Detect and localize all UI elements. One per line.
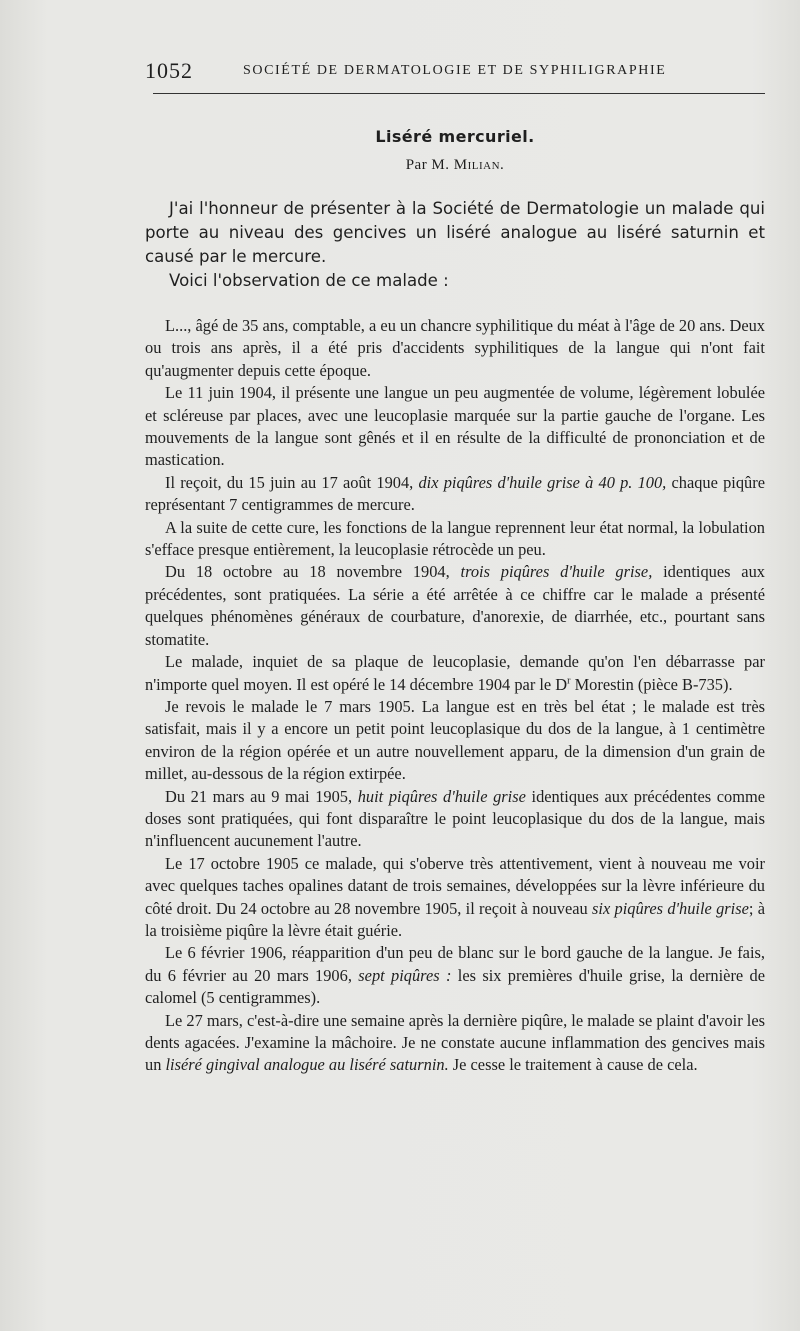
text-run: chaque piqûre représentant 7 centigrammes de mercure. (145, 472, 765, 515)
text-run: identiques aux précédentes comme doses sont pratiquées, qui font disparaître le point leucoplasique du dos de la langue, mais n'influencent aucunement l'autre. (145, 786, 765, 851)
text-run: Du 18 octobre au 18 novembre 1904, (165, 562, 450, 582)
text-run: Le 27 mars, c'est-à-dire une semaine après la dernière piqûre, le malade se plaint d'avoir les dents agacées. J'examine la mâchoire. Je ne constate aucune inflammation des gencives mais un (145, 1010, 765, 1075)
italic-run: trois piqûres d'huile grise, (460, 562, 653, 582)
intro-paragraph: Voici l'observation de ce malade : (169, 271, 449, 290)
text-run: Le 17 octobre 1905 ce malade, qui s'oberve très attentivement, vient à nouveau me voir avec quelques taches opalines datant de trois semaines, développées sur la lèvre inférieure du côté droit. Du 24 octobre au 28 novembre 1905, il reçoit à nouveau (145, 853, 765, 918)
text-run: Le malade, inquiet de sa plaque de leucoplasie, demande qu'on l'en débarrasse par n'importe quel moyen. Il est opéré le 14 décembre 1904 par le D (145, 652, 765, 694)
paragraph (145, 651, 765, 696)
observation-section (145, 315, 765, 1077)
paragraph (145, 1010, 765, 1077)
page-number: 1052 (145, 58, 193, 83)
author-name: Milian. (453, 157, 505, 173)
intro-section (145, 197, 765, 293)
text-run: Le 6 février 1906, réapparition d'un peu de blanc sur le bord gauche de la langue. Je fais, du 6 février au 20 mars 1906, (145, 943, 765, 985)
text-run: Je cesse le traitement à cause de cela. (452, 1055, 698, 1075)
paragraph: Je revois le malade le 7 mars 1905. La langue est en très bel état ; le malade est très satisfait, mais il y a encore un petit point leucoplasique du dos de la langue, à 1 centimètre environ de la région opérée et un autre nouvellement apparu, de la dimension d'un grain de millet, au-dessous de la région extirpée. (145, 696, 765, 784)
italic-run: liséré gingival analogue au liséré saturnin. (165, 1055, 449, 1075)
paragraph (145, 561, 765, 651)
paragraph: A la suite de cette cure, les fonctions de la langue reprennent leur état normal, la lobulation s'efface presque entièrement, la leucoplasie rétrocède un peu. (145, 517, 765, 560)
byline-prefix: Par M. (405, 157, 450, 173)
header-rule (153, 93, 765, 94)
italic-run: sept piqûres : (358, 965, 452, 985)
text-run: les six premières d'huile grise, la dernière de calomel (5 centigrammes). (145, 965, 766, 1008)
page-header (145, 58, 765, 86)
article-byline (145, 157, 765, 174)
text-run: Du 21 mars au 9 mai 1905, (165, 786, 353, 806)
paragraph: L..., âgé de 35 ans, comptable, a eu un chancre syphilitique du méat à l'âge de 20 ans. Deux ou trois ans après, il a été pris d'accidents syphilitiques de la langue qui n'ont fait qu'augmenter depuis cette époque. (145, 316, 765, 380)
text-run: identiques aux précédentes, sont pratiquées. La série a été arrêtée à ce chiffre car le malade a présenté quelques phénomènes généraux de courbature, d'anorexie, de diarrhée, etc., pourtant sans stomatite. (145, 562, 765, 649)
intro-paragraph: J'ai l'honneur de présenter à la Société de Dermatologie un malade qui porte au niveau des gencives un liséré analogue au liséré saturnin et causé par le mercure. (145, 199, 765, 266)
italic-run: huit piqûres d'huile grise (357, 786, 526, 806)
paragraph (145, 853, 765, 943)
paragraph (145, 942, 765, 1009)
paragraph (145, 472, 765, 517)
italic-run: six piqûres d'huile grise (592, 898, 749, 918)
italic-run: dix piqûres d'huile grise à 40 p. 100, (418, 472, 667, 492)
paragraph (145, 786, 765, 853)
superscript: r (567, 675, 571, 687)
paragraph: Le 11 juin 1904, il présente une langue un peu augmentée de volume, légèrement lobulée et scléreuse par places, avec une leucoplasie marquée sur la partie gauche de l'organe. Les mouvements de la langue sont gênés et il en résulte de la difficulté de prononciation et de mastication. (145, 383, 765, 470)
text-run: Morestin (pièce B-735). (574, 674, 733, 694)
text-run: ; à la troisième piqûre la lèvre était guérie. (145, 898, 765, 940)
running-head: SOCIÉTÉ DE DERMATOLOGIE ET DE SYPHILIGRAPHIE (243, 63, 667, 78)
article-title: Liséré mercuriel. (375, 127, 535, 146)
text-run: Il reçoit, du 15 juin au 17 août 1904, (165, 472, 414, 492)
